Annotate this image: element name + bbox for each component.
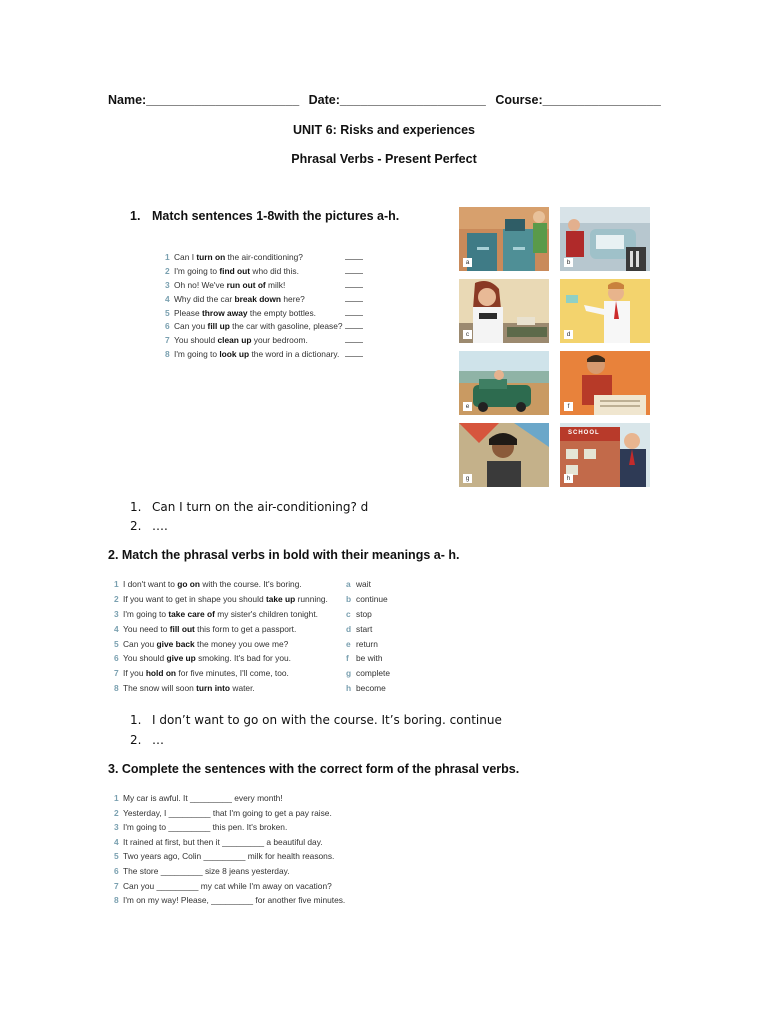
phrasal-verb: hold on	[145, 668, 177, 679]
phrasal-verb: take up	[265, 593, 296, 604]
meaning-letter: e	[346, 638, 351, 649]
sentence-number: 4	[165, 293, 170, 304]
sentence-number: 5	[114, 851, 119, 862]
meaning-letter: b	[346, 593, 352, 604]
meaning-item	[346, 592, 390, 607]
sentence-text: You should	[123, 653, 167, 664]
sentence-text: Please	[174, 307, 202, 318]
section1-sentence-list	[165, 250, 343, 361]
phrasal-verb: take care of	[168, 608, 215, 619]
pictures-grid	[459, 207, 650, 489]
answer-blank	[345, 328, 363, 329]
sentence-text: for five minutes, I'll come, too.	[176, 668, 289, 679]
worksheet-subtitle: Phrasal Verbs - Present Perfect	[291, 152, 477, 166]
picture-h-letter: h	[564, 474, 573, 483]
answer-blank	[345, 273, 363, 274]
school-sign-text: SCHOOL	[568, 430, 600, 436]
section3-sentence	[114, 893, 345, 908]
phrasal-verb: fill up	[207, 321, 230, 332]
sentence-text: The snow will soon	[123, 683, 197, 694]
answer-blank	[345, 301, 363, 302]
sentence-text: If you	[123, 668, 146, 679]
sentence-number: 7	[165, 335, 170, 346]
meaning-item	[346, 622, 390, 637]
meaning-letter: f	[346, 653, 349, 664]
section1-sentence	[165, 319, 343, 333]
phrasal-verb: find out	[219, 265, 251, 276]
phrasal-verb: throw away	[201, 307, 248, 318]
picture-f	[560, 351, 650, 415]
sentence-number: 1	[114, 793, 119, 803]
sentence-number: 6	[165, 321, 170, 332]
section3-sentence	[114, 864, 345, 879]
phrasal-verb: look up	[219, 349, 250, 360]
sentence-text: Why did the car	[174, 293, 235, 304]
meaning-letter: g	[346, 668, 352, 679]
sentence-text: who did this.	[250, 265, 299, 276]
sentence-text: the word in a dictionary.	[249, 349, 340, 360]
phrasal-verb: give up	[166, 653, 196, 664]
phrasal-verb: run out of	[226, 279, 266, 290]
picture-e	[459, 351, 549, 415]
meaning-item	[346, 666, 390, 681]
picture-d	[560, 279, 650, 343]
answer-number: 1.	[130, 500, 142, 514]
sentence-number: 8	[114, 683, 119, 694]
sentence-number: 6	[114, 865, 119, 876]
phrasal-verb: turn into	[196, 683, 231, 694]
section2-heading: 2. Match the phrasal verbs in bold with their meanings a- h.	[108, 548, 460, 562]
sentence-text: the empty bottles.	[247, 307, 316, 318]
picture-d-letter: d	[564, 330, 573, 339]
picture-f-letter: f	[564, 402, 573, 411]
sentence-number: 1	[165, 252, 170, 262]
meaning-letter: d	[346, 623, 352, 634]
sentence-number: 5	[165, 307, 170, 318]
section1-sentence	[165, 333, 343, 347]
date-field-label: Date:_____________________	[308, 93, 486, 107]
picture-e-letter: e	[463, 402, 472, 411]
sentence-number: 8	[165, 349, 170, 360]
sentence-text: here?	[281, 293, 305, 304]
meaning-text: be with	[356, 653, 383, 664]
sentence-text: the car with gasoline, please?	[229, 321, 343, 332]
section3-sentence	[114, 820, 345, 835]
phrasal-verb: clean up	[217, 335, 252, 346]
phrasal-verb: fill out	[169, 623, 195, 634]
sentence-text: the air-conditioning?	[225, 252, 303, 262]
answer-text: Can I turn on the air-conditioning? d	[152, 500, 369, 514]
section1-instruction: Match sentences 1-8with the pictures a-h.	[152, 209, 400, 223]
sentence-text: I'm going to _________ this pen. It's broken.	[123, 822, 288, 833]
sentence-text: I'm going to	[174, 349, 220, 360]
student-info-line	[108, 93, 667, 107]
sentence-text: Can you _________ my cat while I'm away on vacation?	[123, 880, 332, 891]
sentence-number: 6	[114, 653, 119, 664]
sentence-text: I'm going to	[123, 608, 169, 619]
picture-g	[459, 423, 549, 487]
meaning-text: stop	[356, 608, 372, 619]
answer-text: …	[152, 733, 164, 747]
section1-sentence	[165, 347, 343, 361]
sentence-text: The store _________ size 8 jeans yesterday.	[123, 865, 290, 876]
meaning-text: become	[356, 683, 386, 694]
meaning-text: complete	[356, 668, 390, 679]
sentence-text: I'm on my way! Please, _________ for another five minutes.	[123, 895, 346, 906]
section1-sentence	[165, 250, 343, 264]
sentence-text: your bedroom.	[251, 335, 308, 346]
meaning-letter: c	[346, 608, 351, 619]
section3-sentence	[114, 806, 345, 821]
section2-answer-2	[130, 733, 164, 747]
meaning-text: wait	[356, 579, 371, 589]
sentence-number: 8	[114, 895, 119, 906]
course-field-label: Course:_________________	[495, 93, 661, 107]
meaning-item	[346, 637, 390, 652]
sentence-number: 2	[114, 593, 119, 604]
section1-heading	[130, 209, 399, 223]
sentence-text: Can you	[174, 321, 208, 332]
meaning-letter: a	[346, 579, 351, 589]
sentence-number: 2	[165, 265, 170, 276]
section1-sentence	[165, 292, 343, 306]
meanings-list	[346, 577, 390, 696]
unit-title: UNIT 6: Risks and experiences	[292, 123, 476, 137]
section1-answer-1	[130, 500, 368, 514]
answer-blank	[345, 315, 363, 316]
picture-c-letter: c	[463, 330, 472, 339]
sentence-text: I'm going to	[174, 265, 220, 276]
sentence-text: Oh no! We've	[174, 279, 227, 290]
sentence-text: Can I	[174, 252, 197, 262]
section3-sentence	[114, 835, 345, 850]
answer-blank	[345, 356, 363, 357]
answer-blank	[345, 342, 363, 343]
section2-sentence-list	[114, 577, 414, 702]
sentence-text: my sister's children tonight.	[214, 608, 318, 619]
meaning-item	[346, 607, 390, 622]
section1-sentence	[165, 278, 343, 292]
answer-blank	[345, 259, 363, 260]
sentence-text: water.	[230, 683, 255, 694]
meaning-item	[346, 577, 390, 592]
section1-sentence	[165, 306, 343, 320]
sentence-text: My car is awful. It _________ every month!	[123, 793, 283, 803]
section1-number: 1.	[130, 209, 141, 223]
section3-sentence-list	[114, 791, 345, 908]
answer-number: 2.	[130, 519, 142, 533]
answer-text: I don’t want to go on with the course. It’s boring. continue	[152, 713, 502, 727]
meaning-text: start	[356, 623, 373, 634]
sentence-text: Can you	[123, 638, 157, 649]
section3-sentence	[114, 879, 345, 894]
section2-answer-1	[130, 713, 502, 727]
sentence-number: 4	[114, 836, 119, 847]
sentence-text: with the course. It's boring.	[200, 579, 302, 589]
sentence-text: It rained at first, but then it _________ a beautiful day.	[123, 836, 323, 847]
picture-a-letter: a	[463, 258, 472, 267]
phrasal-verb: give back	[156, 638, 195, 649]
sentence-text: You need to	[123, 623, 170, 634]
meaning-item	[346, 681, 390, 696]
sentence-text: smoking. It's bad for you.	[195, 653, 291, 664]
sentence-text: milk!	[265, 279, 286, 290]
picture-b	[560, 207, 650, 271]
section1-sentence	[165, 264, 343, 278]
sentence-text: this form to get a passport.	[194, 623, 297, 634]
phrasal-verb: break down	[234, 293, 282, 304]
section3-sentence	[114, 849, 345, 864]
meaning-text: continue	[356, 593, 388, 604]
sentence-text: running.	[295, 593, 328, 604]
phrasal-verb: turn on	[196, 252, 226, 262]
picture-a	[459, 207, 549, 271]
meaning-item	[346, 651, 390, 666]
answer-number: 1.	[130, 713, 142, 727]
sentence-number: 3	[165, 279, 170, 290]
sentence-number: 1	[114, 579, 119, 589]
name-field-label: Name:______________________	[108, 93, 300, 107]
sentence-text: Two years ago, Colin _________ milk for health reasons.	[123, 851, 335, 862]
sentence-number: 7	[114, 880, 119, 891]
section3-sentence	[114, 791, 345, 806]
picture-h	[560, 423, 650, 487]
sentence-number: 3	[114, 608, 119, 619]
sentence-number: 7	[114, 668, 119, 679]
sentence-text: You should	[174, 335, 218, 346]
meaning-letter: h	[346, 683, 352, 694]
picture-g-letter: g	[463, 474, 472, 483]
phrasal-verb: go on	[177, 579, 201, 589]
answer-blank	[345, 287, 363, 288]
sentence-text: Yesterday, I _________ that I'm going to get a pay raise.	[123, 807, 332, 818]
sentence-text: If you want to get in shape you should	[123, 593, 266, 604]
section3-heading: 3. Complete the sentences with the correct form of the phrasal verbs.	[108, 762, 520, 776]
sentence-number: 5	[114, 638, 119, 649]
sentence-number: 2	[114, 807, 119, 818]
sentence-text: the money you owe me?	[194, 638, 289, 649]
picture-c	[459, 279, 549, 343]
section1-answer-2	[130, 519, 168, 533]
sentence-number: 3	[114, 822, 119, 833]
sentence-text: I don't want to	[123, 579, 178, 589]
sentence-number: 4	[114, 623, 119, 634]
meaning-text: return	[356, 638, 378, 649]
answer-number: 2.	[130, 733, 142, 747]
answer-text: ….	[152, 519, 168, 533]
picture-b-letter: b	[564, 258, 573, 267]
